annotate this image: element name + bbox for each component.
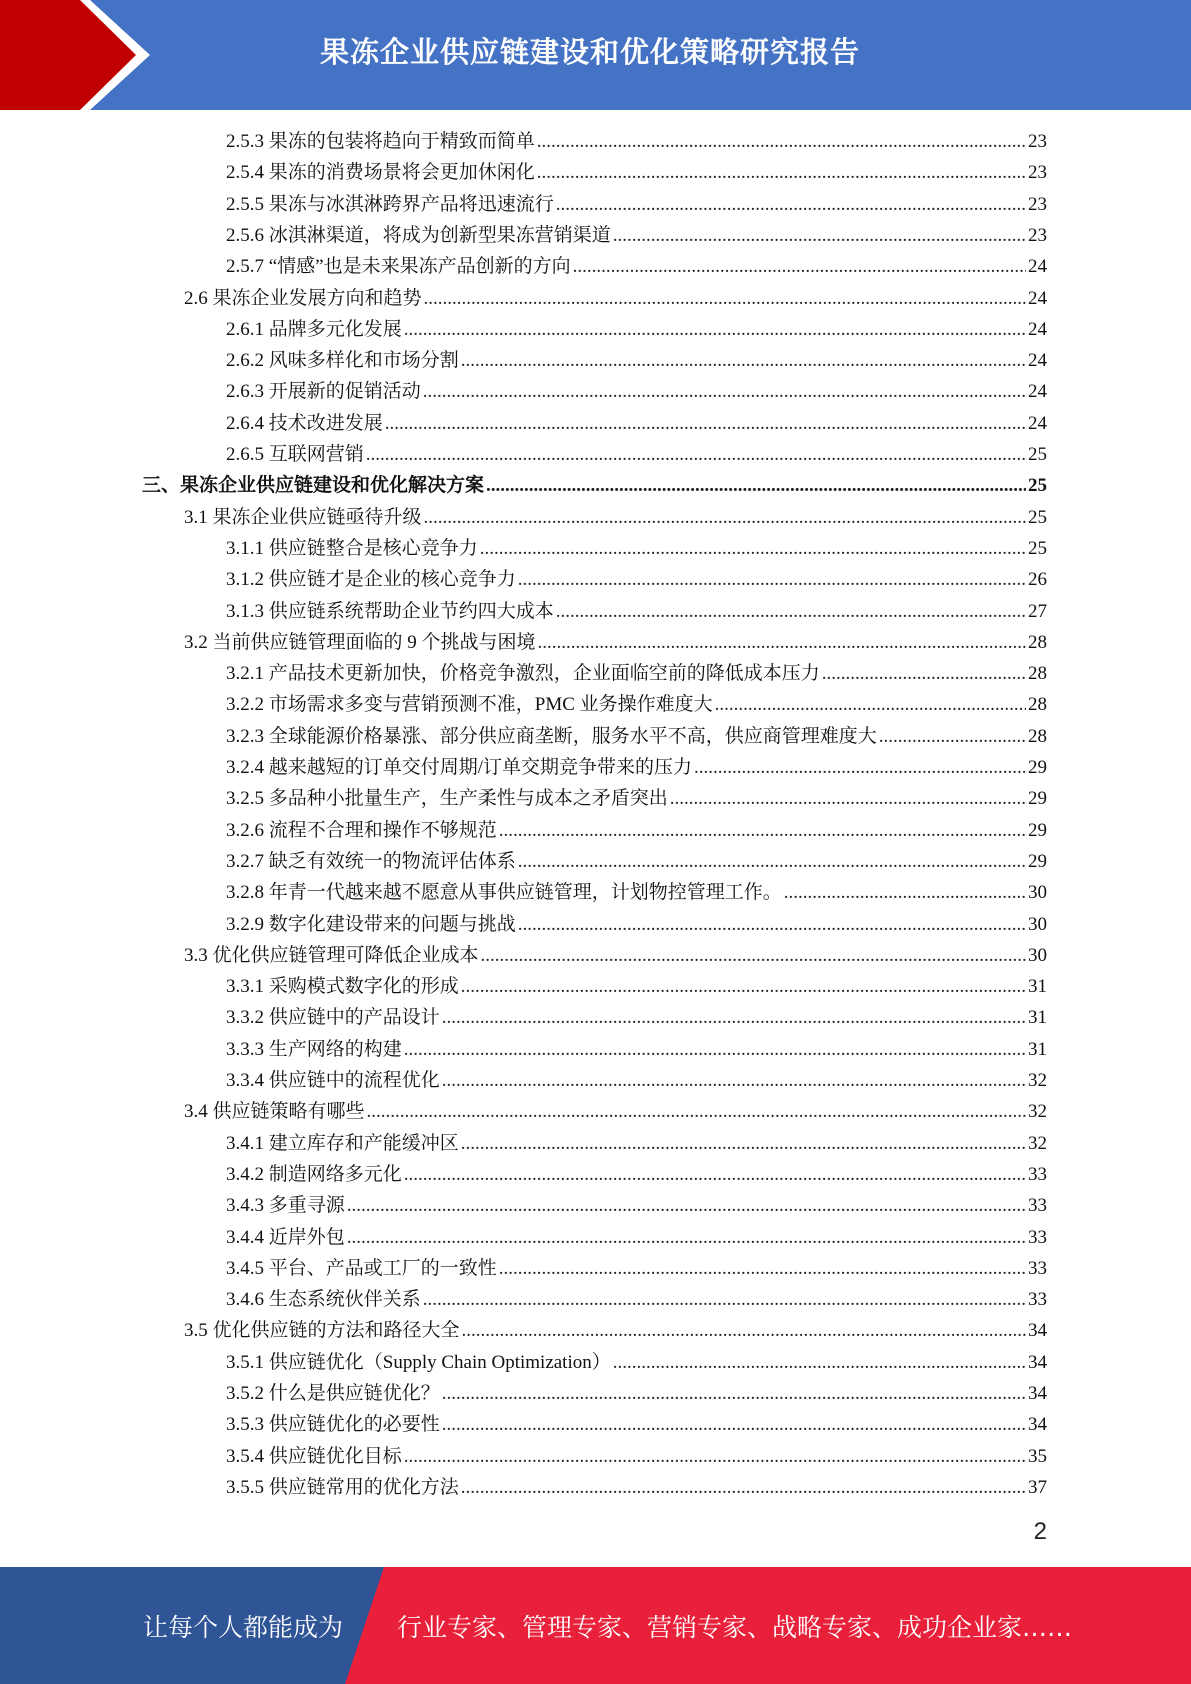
toc-entry-page: 25: [1028, 444, 1047, 465]
toc-entry-page: 28: [1028, 725, 1047, 747]
toc-dot-leader: [366, 440, 1026, 470]
toc-entry-page: 29: [1028, 788, 1047, 810]
toc-entry-title: 3.4.1 建立库存和产能缓冲区: [226, 1132, 459, 1154]
toc-entry-page: 24: [1028, 318, 1047, 340]
toc-entry-title: 3.4.6 生态系统伙伴关系: [226, 1289, 421, 1311]
toc-entry-page: 33: [1028, 1289, 1047, 1311]
toc-entry-title: 3.2 当前供应链管理面临的 9 个挑战与困境: [184, 631, 536, 653]
toc-dot-leader: [613, 221, 1026, 251]
toc-entry-title: 3.2.1 产品技术更新加快，价格竞争激烈，企业面临空前的降低成本压力: [226, 663, 820, 685]
toc-entry[interactable]: [226, 1379, 1047, 1409]
toc-entry-title: 3.4.3 多重寻源: [226, 1195, 345, 1217]
toc-dot-leader: [442, 1066, 1026, 1096]
toc-dot-leader: [670, 784, 1026, 814]
toc-entry[interactable]: [142, 471, 1047, 501]
toc-entry[interactable]: [226, 377, 1047, 407]
toc-entry[interactable]: [226, 221, 1047, 251]
toc-entry-page: 35: [1028, 1445, 1047, 1467]
toc-entry[interactable]: [226, 1003, 1047, 1033]
toc-entry-page: 30: [1028, 944, 1047, 966]
toc-dot-leader: [404, 315, 1026, 345]
toc-entry-title: 2.6.2 风味多样化和市场分割: [226, 350, 459, 372]
toc-entry[interactable]: [184, 503, 1047, 533]
toc-entry-title: 3.3.1 采购模式数字化的形成: [226, 976, 459, 998]
toc-entry[interactable]: [226, 722, 1047, 752]
toc-entry[interactable]: [226, 753, 1047, 783]
toc-dot-leader: [404, 1035, 1026, 1065]
toc-entry[interactable]: [226, 190, 1047, 220]
toc-entry-page: 32: [1028, 1132, 1047, 1154]
toc-entry[interactable]: [184, 628, 1047, 658]
toc-entry-title: 2.6.4 技术改进发展: [226, 412, 383, 434]
toc-dot-leader: [518, 565, 1026, 595]
page-footer: [0, 1567, 1191, 1684]
toc-dot-leader: [385, 409, 1026, 439]
toc-entry-page: 30: [1028, 882, 1047, 904]
toc-dot-leader: [347, 1223, 1026, 1253]
toc-entry-page: 37: [1028, 1476, 1047, 1498]
footer-slogan-left: 让每个人都能成为: [143, 1612, 344, 1642]
toc-entry-page: 29: [1028, 757, 1047, 778]
toc-entry-title: 3.1.1 供应链整合是核心竞争力: [226, 537, 478, 559]
toc-entry-page: 31: [1028, 1038, 1047, 1060]
toc-dot-leader: [461, 1473, 1026, 1503]
toc-dot-leader: [404, 1442, 1026, 1472]
toc-entry[interactable]: [226, 910, 1047, 940]
toc-entry-title: 2.5.7 “情感”也是未来果冻产品创新的方向: [226, 256, 571, 278]
toc-entry-title: 3.3.3 生产网络的构建: [226, 1038, 402, 1060]
toc-entry-title: 2.6.3 开展新的促销活动: [226, 381, 421, 403]
toc-dot-leader: [537, 158, 1026, 188]
toc-dot-leader: [461, 1129, 1026, 1159]
toc-entry-title: 3.5.5 供应链常用的优化方法: [226, 1476, 459, 1498]
toc-entry[interactable]: [226, 816, 1047, 846]
toc-entry[interactable]: [226, 1410, 1047, 1440]
toc-entry-title: 2.5.5 果冻与冰淇淋跨界产品将迅速流行: [226, 193, 554, 215]
toc-entry-page: 28: [1028, 663, 1047, 685]
toc-entry-title: 3.3.4 供应链中的流程优化: [226, 1070, 440, 1091]
toc-entry-title: 3.3 优化供应链管理可降低企业成本: [184, 944, 479, 966]
toc-entry-page: 24: [1028, 287, 1047, 309]
toc-entry-title: 2.6.1 品牌多元化发展: [226, 318, 402, 340]
toc-dot-leader: [573, 252, 1026, 282]
toc-entry-page: 24: [1028, 350, 1047, 372]
toc-dot-leader: [879, 722, 1026, 752]
toc-dot-leader: [613, 1348, 1026, 1378]
toc-entry-title: 3.2.3 全球能源价格暴涨、部分供应商垄断，服务水平不高，供应商管理难度大: [226, 725, 877, 747]
toc-entry-title: 三、果冻企业供应链建设和优化解决方案: [142, 475, 485, 497]
toc-entry[interactable]: [226, 597, 1047, 627]
toc-entry-page: 34: [1028, 1383, 1047, 1404]
toc-dot-leader: [715, 690, 1026, 720]
toc-dot-leader: [694, 753, 1026, 783]
page-header: [0, 0, 1191, 110]
toc-entry-page: 32: [1028, 1101, 1047, 1123]
toc-entry[interactable]: [226, 409, 1047, 439]
toc-dot-leader: [423, 377, 1026, 407]
toc-dot-leader: [347, 1191, 1026, 1221]
toc-dot-leader: [442, 1410, 1026, 1440]
toc-entry[interactable]: [226, 127, 1047, 157]
toc-entry-title: 3.5.1 供应链优化（Supply Chain Optimization）: [226, 1351, 611, 1373]
toc-dot-leader: [822, 659, 1026, 689]
toc-entry-page: 23: [1028, 162, 1047, 184]
toc-dot-leader: [424, 284, 1026, 314]
toc-entry[interactable]: [184, 1316, 1047, 1346]
toc-dot-leader: [442, 1379, 1026, 1409]
toc-dot-leader: [784, 878, 1026, 908]
toc-entry-page: 32: [1028, 1070, 1047, 1091]
toc-entry-page: 31: [1028, 976, 1047, 998]
toc-entry[interactable]: [226, 784, 1047, 814]
toc-dot-leader: [518, 847, 1026, 877]
toc-entry-title: 3.4 供应链策略有哪些: [184, 1101, 365, 1123]
toc-entry[interactable]: [226, 1442, 1047, 1472]
toc-dot-leader: [556, 190, 1026, 220]
toc-entry-title: 3.2.4 越来越短的订单交付周期/订单交期竞争带来的压力: [226, 757, 693, 778]
toc-entry-title: 3.2.6 流程不合理和操作不够规范: [226, 819, 497, 841]
toc-entry-page: 27: [1028, 600, 1047, 622]
toc-entry[interactable]: [184, 1097, 1047, 1127]
toc-dot-leader: [424, 503, 1026, 533]
toc-entry[interactable]: [226, 1223, 1047, 1253]
toc-entry-page: 24: [1028, 256, 1047, 278]
toc-entry[interactable]: [226, 440, 1047, 470]
toc-entry-title: 3.5.4 供应链优化目标: [226, 1445, 402, 1467]
toc-dot-leader: [537, 127, 1026, 157]
toc-entry-title: 3.5.2 什么是供应链优化？: [226, 1383, 440, 1404]
toc-entry-title: 2.5.3 果冻的包装将趋向于精致而简单: [226, 131, 535, 152]
toc-dot-leader: [480, 534, 1026, 564]
toc-entry-page: 30: [1028, 913, 1047, 935]
toc-entry[interactable]: [226, 315, 1047, 345]
toc-entry-page: 25: [1028, 537, 1047, 559]
toc-dot-leader: [404, 1160, 1026, 1190]
toc-entry-page: 26: [1028, 569, 1047, 591]
toc-entry[interactable]: [226, 534, 1047, 564]
footer-slogan-right: 行业专家、管理专家、营销专家、战略专家、成功企业家……: [397, 1612, 1073, 1642]
toc-entry-title: 3.5 优化供应链的方法和路径大全: [184, 1320, 460, 1342]
toc-entry-title: 3.1.3 供应链系统帮助企业节约四大成本: [226, 600, 554, 622]
toc-entry[interactable]: [226, 1348, 1047, 1378]
toc-entry-title: 2.6 果冻企业发展方向和趋势: [184, 287, 422, 309]
toc-entry-page: 23: [1028, 224, 1047, 246]
toc-entry[interactable]: [226, 252, 1047, 282]
toc-entry-title: 3.2.5 多品种小批量生产，生产柔性与成本之矛盾突出: [226, 788, 668, 810]
toc-entry-page: 29: [1028, 850, 1047, 872]
toc-entry-title: 3.5.3 供应链优化的必要性: [226, 1414, 440, 1436]
toc-entry-page: 24: [1028, 412, 1047, 434]
toc-entry-title: 2.5.4 果冻的消费场景将会更加休闲化: [226, 162, 535, 184]
toc-dot-leader: [556, 597, 1026, 627]
toc-entry-page: 31: [1028, 1007, 1047, 1029]
toc-dot-leader: [499, 1254, 1026, 1284]
toc-entry-title: 3.2.9 数字化建设带来的问题与挑战: [226, 913, 516, 935]
toc-dot-leader: [462, 1316, 1026, 1346]
toc-entry-page: 24: [1028, 381, 1047, 403]
toc-entry-page: 33: [1028, 1226, 1047, 1248]
toc-dot-leader: [518, 910, 1026, 940]
toc-entry-page: 25: [1028, 475, 1047, 497]
toc-entry-page: 34: [1028, 1320, 1047, 1342]
toc-entry[interactable]: [226, 565, 1047, 595]
toc-entry-title: 3.2.2 市场需求多变与营销预测不准，PMC 业务操作难度大: [226, 694, 713, 716]
toc-dot-leader: [461, 972, 1026, 1002]
toc-entry[interactable]: [226, 346, 1047, 376]
toc-entry[interactable]: [226, 1191, 1047, 1221]
toc-entry-page: 28: [1028, 694, 1047, 716]
toc-entry-title: 3.4.2 制造网络多元化: [226, 1163, 402, 1185]
toc-dot-leader: [461, 346, 1026, 376]
toc-entry[interactable]: [226, 1160, 1047, 1190]
toc-entry-page: 23: [1028, 131, 1047, 152]
toc-entry[interactable]: [226, 972, 1047, 1002]
toc-entry[interactable]: [226, 158, 1047, 188]
toc-entry-page: 23: [1028, 193, 1047, 215]
toc-entry[interactable]: [226, 1473, 1047, 1503]
toc-entry[interactable]: [226, 1129, 1047, 1159]
toc-entry[interactable]: [226, 659, 1047, 689]
toc-entry-page: 33: [1028, 1195, 1047, 1217]
toc-entry[interactable]: [226, 1035, 1047, 1065]
toc-dot-leader: [538, 628, 1026, 658]
report-title: 果冻企业供应链建设和优化策略研究报告: [320, 34, 861, 69]
toc-entry-title: 3.2.8 年青一代越来越不愿意从事供应链管理，计划物控管理工作。: [226, 882, 782, 904]
toc-entry-title: 3.1 果冻企业供应链亟待升级: [184, 506, 422, 528]
toc-entry-title: 2.5.6 冰淇淋渠道，将成为创新型果冻营销渠道: [226, 224, 611, 246]
toc-entry-title: 3.2.7 缺乏有效统一的物流评估体系: [226, 850, 516, 872]
toc-entry[interactable]: [184, 941, 1047, 971]
toc-entry-title: 3.4.4 近岸外包: [226, 1226, 345, 1248]
toc-entry-page: 34: [1028, 1414, 1047, 1436]
toc-entry[interactable]: [226, 1066, 1047, 1096]
toc-entry-page: 28: [1028, 631, 1047, 653]
toc-dot-leader: [423, 1285, 1026, 1315]
toc-entry[interactable]: [226, 690, 1047, 720]
toc-entry[interactable]: [184, 284, 1047, 314]
toc-entry-title: 3.3.2 供应链中的产品设计: [226, 1007, 440, 1029]
toc-entry-title: 3.4.5 平台、产品或工厂的一致性: [226, 1257, 497, 1279]
toc-dot-leader: [367, 1097, 1026, 1127]
toc-entry-title: 2.6.5 互联网营销: [226, 444, 364, 465]
toc-entry[interactable]: [226, 1254, 1047, 1284]
toc-entry[interactable]: [226, 1285, 1047, 1315]
toc-dot-leader: [499, 816, 1026, 846]
toc-entry-page: 25: [1028, 506, 1047, 528]
toc-entry-page: 34: [1028, 1351, 1047, 1373]
page-number: 2: [1033, 1518, 1047, 1545]
toc-entry-page: 29: [1028, 819, 1047, 841]
toc-entry-page: 33: [1028, 1163, 1047, 1185]
toc-dot-leader: [486, 471, 1026, 501]
toc-dot-leader: [442, 1003, 1026, 1033]
toc-dot-leader: [481, 941, 1026, 971]
toc-entry-page: 33: [1028, 1257, 1047, 1279]
toc-entry[interactable]: [226, 878, 1047, 908]
toc-entry-title: 3.1.2 供应链才是企业的核心竞争力: [226, 569, 516, 591]
toc-entry[interactable]: [226, 847, 1047, 877]
